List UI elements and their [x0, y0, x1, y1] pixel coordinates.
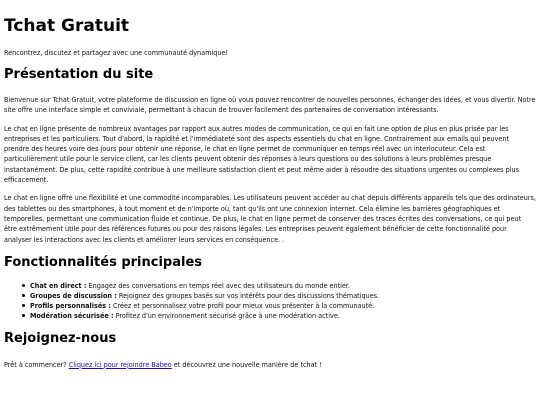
join-prefix: Prêt à commencer? [4, 359, 69, 369]
page-title: Tchat Gratuit [4, 16, 130, 36]
join-paragraph [4, 360, 536, 370]
feature-text: Engagez des conversations en temps réel avec des utilisateurs du monde entier. [86, 280, 350, 290]
list-item [22, 301, 536, 311]
presentation-section [4, 67, 536, 245]
list-item [22, 281, 536, 291]
join-heading: Rejoignez-nous [4, 330, 117, 346]
features-section [4, 255, 536, 321]
feature-text: Créez et personnalisez votre profil pour mieux vous présenter à la communauté. [110, 300, 375, 310]
feature-text: Rejoignez des groupes basés sur vos intérêts pour des discussions thématiques. [116, 290, 380, 300]
join-suffix: et découvrez une nouvelle manière de tchat ! [171, 359, 322, 369]
presentation-paragraph-2: Le chat en ligne présente de nombreux avantages par rapport aux autres modes de communication, ce qui en fait une option de plus en plus prisée par les entreprises et les particuliers. Tout d'abord, la rapidité et l'immédiateté sont des aspects essentiels du chat en ligne. Contrairement aux emails qui peuvent prendre des heures voire des jours pour obtenir une réponse, le chat en ligne permet de communiquer en temps réel avec un interlocuteur. Cela est particulièrement utile pour le service client, car les clients peuvent obtenir des réponses à leurs questions ou des solutions à leurs problèmes presque instantanément. De plus, cette rapidité contribue à une meilleure satisfaction client et peut même aider à résoudre des situations urgentes ou complexes plus efficacement. [4, 123, 519, 185]
feature-label: Modération sécurisée : [30, 310, 114, 320]
presentation-heading: Présentation du site [4, 67, 154, 82]
features-heading: Fonctionnalités principales [4, 254, 203, 270]
list-item [22, 311, 536, 321]
tagline: Rencontrez, discutez et partagez avec une communauté dynamique! [4, 48, 228, 57]
feature-label: Chat en direct : [30, 280, 87, 290]
feature-text: Profitez d'un environnement sécurisé grâce à une modération active. [113, 310, 340, 320]
presentation-paragraph-3: Le chat en ligne offre une flexibilité et une commodité incomparables. Les utilisateurs peuvent accéder au chat depuis différents appareils tels que des ordinateurs, des tablettes ou des smartphones, à tout moment et de n'importe où, tant qu'ils ont une connexion internet. Cela élimine les barrières géographiques et temporelles, permettant une communication fluide et continue. De plus, le chat en ligne permet de conserver des traces écrites des conversations, ce qui peut être extrêmement utile pour des références futures ou pour des raisons légales. Les entreprises peuvent également bénéficier de cette fonctionnalité pour analyser les interactions avec les clients et améliorer leurs services en conséquence. . [4, 193, 536, 244]
join-link[interactable]: Cliquez ici pour rejoindre Babeo [68, 359, 172, 369]
features-list [4, 281, 536, 321]
feature-label: Profils personnalisés : [30, 300, 111, 310]
list-item [22, 291, 536, 301]
join-section [4, 331, 536, 370]
presentation-paragraph-1: Bienvenue sur Tchat Gratuit, votre plateforme de discussion en ligne où vous pouvez rencontrer de nouvelles personnes, échanger des idées, et vous divertir. Notre site offre une interface simple et conviviale, permettant à chacun de trouver facilement des partenaires de conversation intéressants. [4, 95, 536, 115]
feature-label: Groupes de discussion : [30, 290, 117, 300]
